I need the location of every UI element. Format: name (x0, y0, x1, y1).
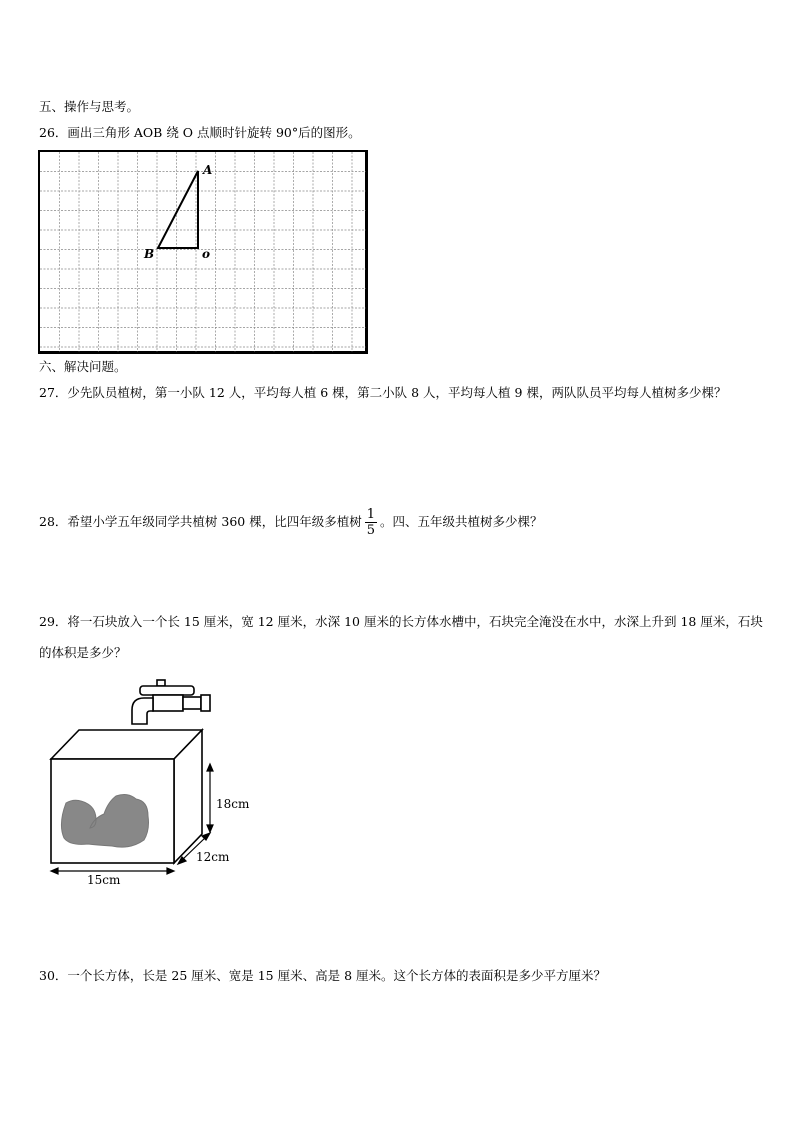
rotation-grid-figure (38, 150, 368, 354)
faucet-icon (132, 680, 210, 724)
question-28-before: 28．希望小学五年级同学共植树 360 棵，比四年级多植树 (39, 514, 362, 529)
fraction-one-fifth (365, 507, 377, 538)
section-5-heading: 五、操作与思考。 (39, 99, 140, 114)
label-width: 12cm (196, 850, 230, 864)
question-27-text: 27．少先队员植树，第一小队 12 人，平均每人植 6 棵，第二小队 8 人，平均每人植 9 棵，两队队员平均每人植树多少棵？ (39, 385, 727, 400)
length-arrow-left (51, 868, 58, 874)
fraction-denominator: 5 (366, 523, 375, 538)
label-b: B (144, 247, 155, 261)
water-tank-figure (44, 678, 264, 890)
height-arrow-top (207, 764, 213, 771)
question-28-text (39, 506, 543, 538)
height-arrow-bottom (207, 825, 213, 832)
question-26-text: 26．画出三角形 AOB 绕 O 点顺时针旋转 90°后的图形。 (39, 125, 361, 140)
grid-svg (38, 150, 368, 354)
label-o: o (202, 247, 211, 261)
label-height: 18cm (216, 797, 250, 811)
question-28-after: 。四、五年级共植树多少棵？ (380, 514, 543, 529)
label-length: 15cm (87, 873, 121, 887)
fraction-numerator: 1 (366, 507, 375, 522)
question-29-text: 29．将一石块放入一个长 15 厘米，宽 12 厘米，水深 10 厘米的长方体水槽中，石块完全淹没在水中，水深上升到 18 厘米，石块的体积是多少？ (39, 614, 763, 660)
tank-svg (44, 678, 264, 890)
section-6-heading: 六、解决问题。 (39, 359, 127, 374)
label-a: A (203, 163, 213, 177)
length-arrow-right (167, 868, 174, 874)
question-30-text: 30．一个长方体，长是 25 厘米、宽是 15 厘米、高是 8 厘米。这个长方体的表面积是多少平方厘米？ (39, 968, 607, 983)
